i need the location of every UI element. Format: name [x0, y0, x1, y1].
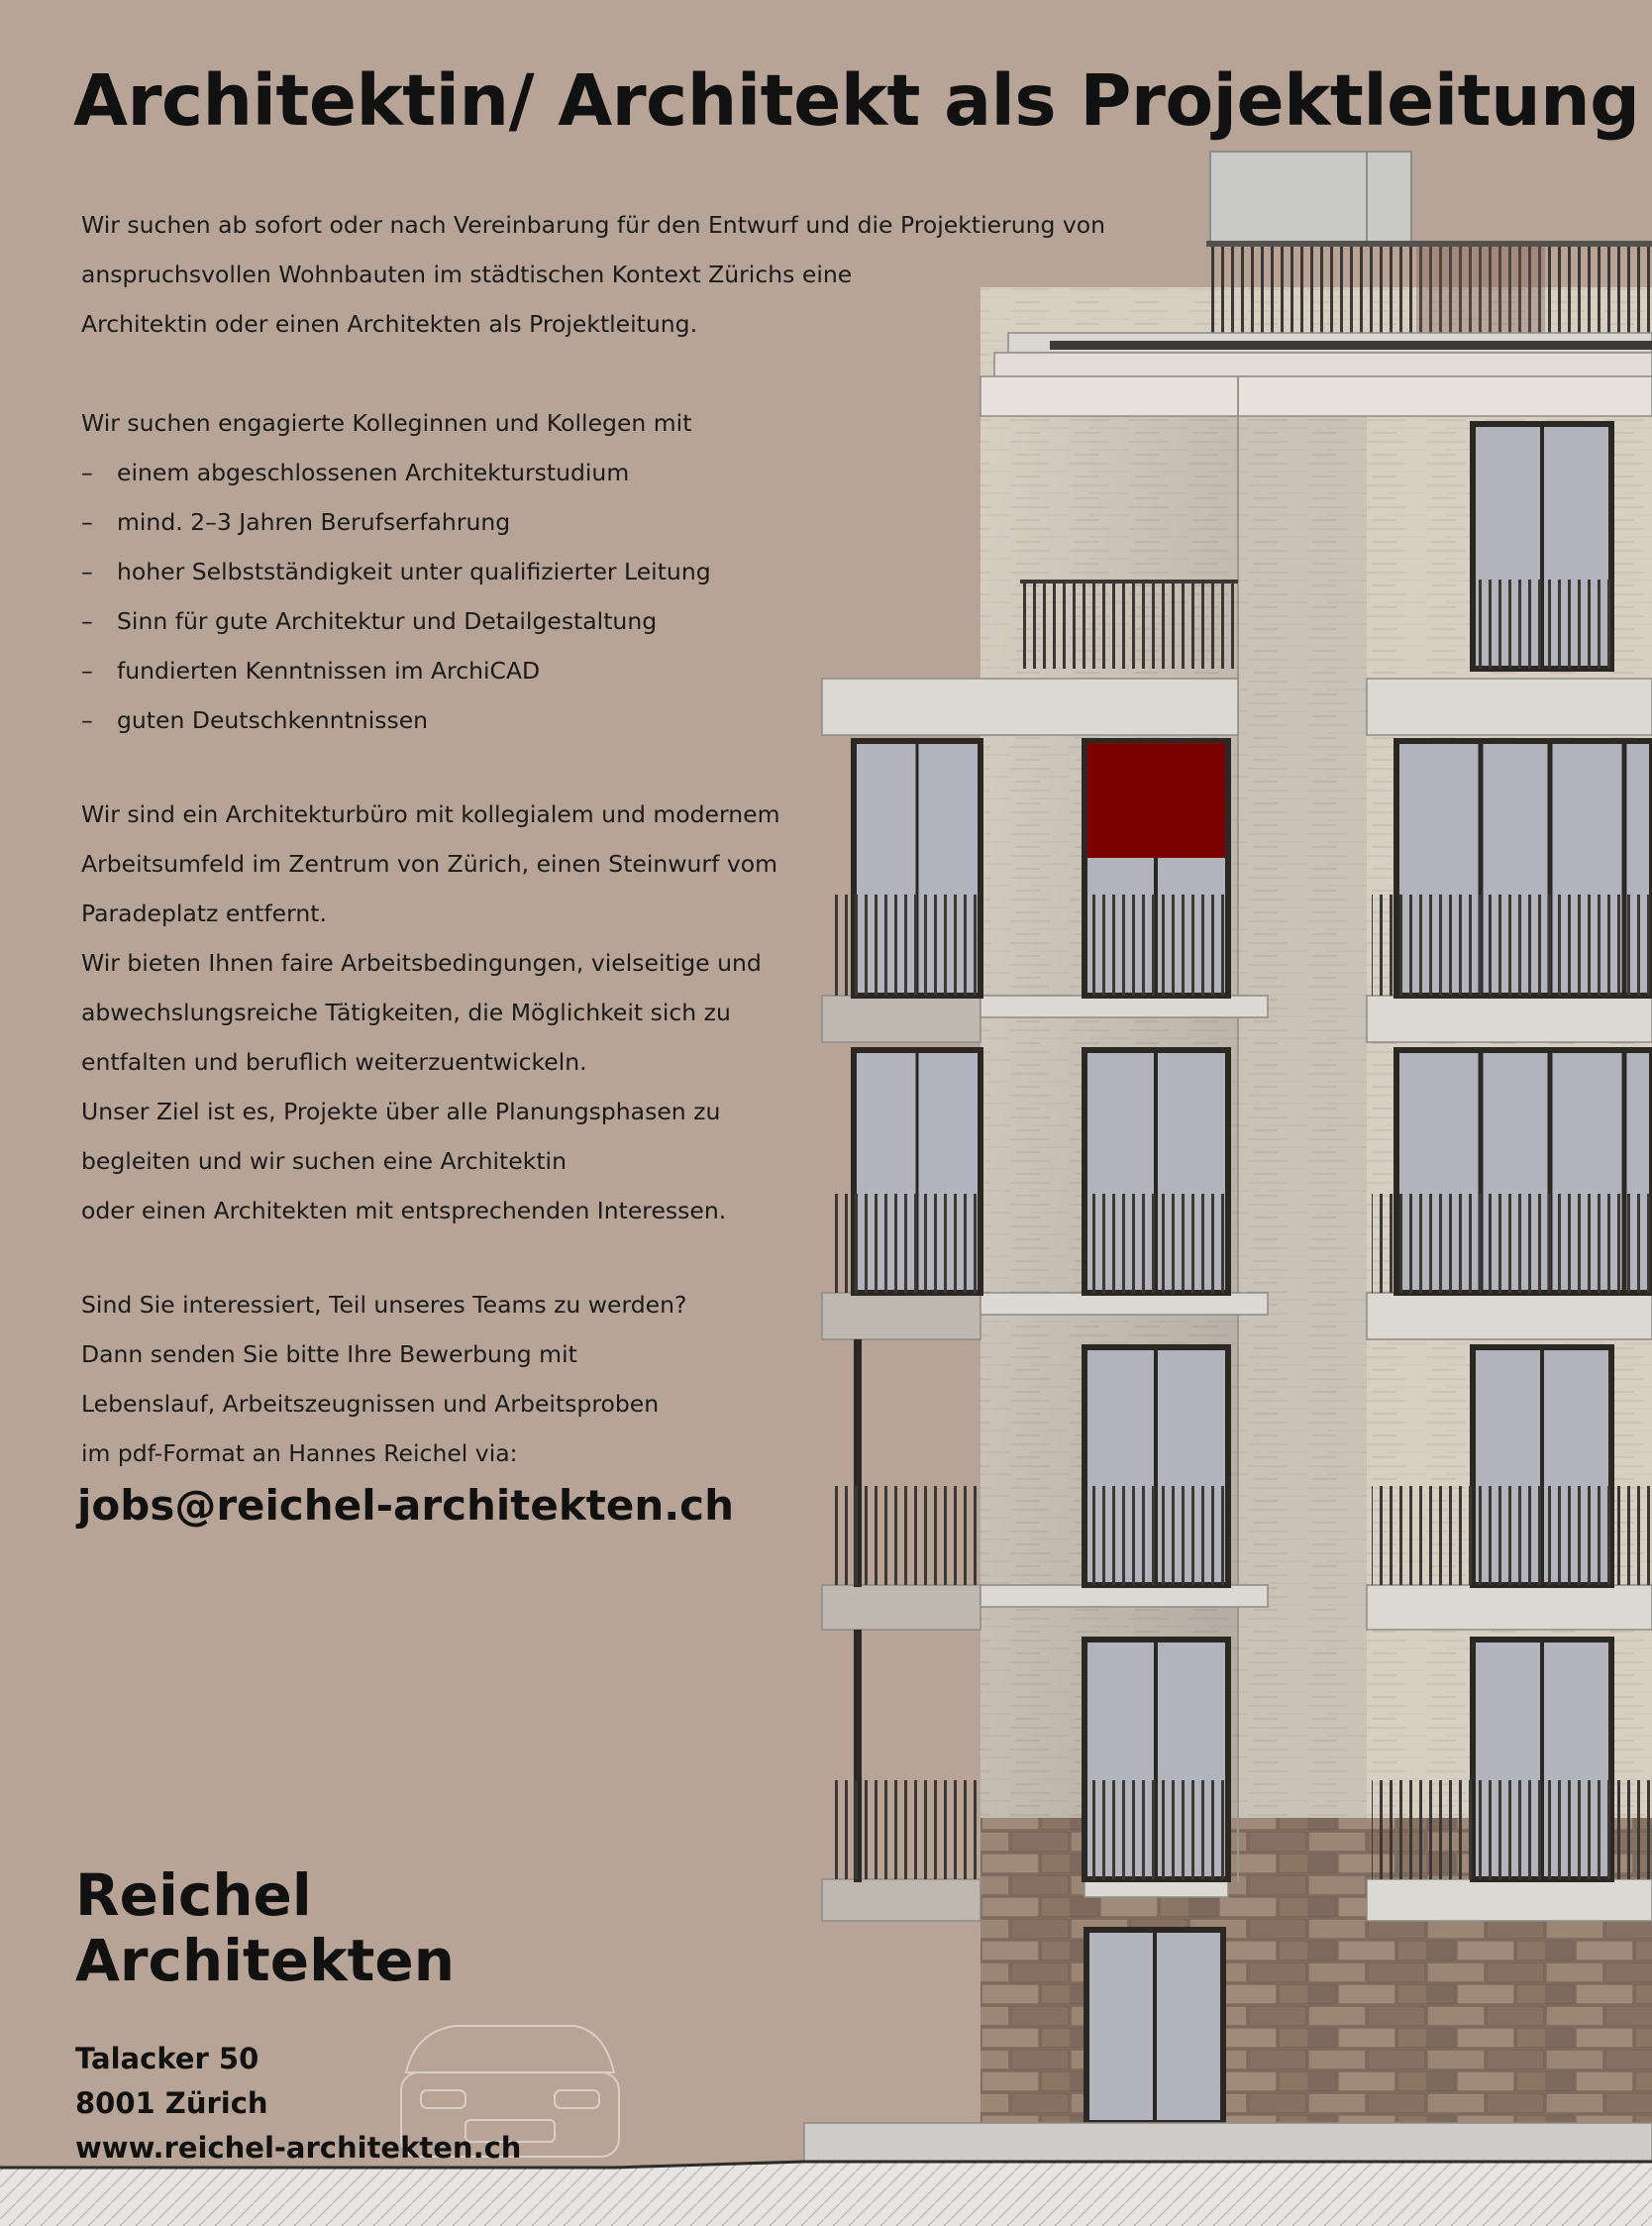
about-line: oder einen Architekten mit entsprechenden Interessen.: [81, 1197, 727, 1224]
about-line: Arbeitsumfeld im Zentrum von Zürich, einen Steinwurf vom: [81, 850, 778, 878]
job-title: Architektin/ Architekt als Projektleitung: [73, 59, 1640, 142]
about-line: Unser Ziel ist es, Projekte über alle Planungsphasen zu: [81, 1098, 721, 1125]
application-line: im pdf-Format an Hannes Reichel via:: [81, 1439, 518, 1467]
company-name: [75, 1862, 455, 1993]
street-address: Talacker 50: [75, 2042, 259, 2075]
about-line: entfalten und beruflich weiterzuentwickeln.: [81, 1048, 587, 1076]
about-line: Paradeplatz entfernt.: [81, 900, 327, 927]
company-name-line: Architekten: [75, 1927, 456, 1994]
requirements-lead: Wir suchen engagierte Kolleginnen und Kollegen mit: [81, 409, 692, 437]
intro-line: Architektin oder einen Architekten als Projektleitung.: [81, 310, 698, 338]
requirement-item: – mind. 2–3 Jahren Berufserfahrung: [81, 508, 511, 536]
application-line: Lebenslauf, Arbeitszeugnissen und Arbeitsproben: [81, 1390, 660, 1418]
city-address: 8001 Zürich: [75, 2086, 268, 2120]
requirement-item: – hoher Selbstständigkeit unter qualifizierter Leitung: [81, 558, 711, 585]
requirement-item: – Sinn für gute Architektur und Detailgestaltung: [81, 607, 658, 635]
application-line: Sind Sie interessiert, Teil unseres Teams zu werden?: [81, 1291, 687, 1319]
company-address: [75, 2037, 521, 2171]
intro-line: anspruchsvollen Wohnbauten im städtischen Kontext Zürichs eine: [81, 261, 853, 288]
about-line: Wir sind ein Architekturbüro mit kollegialem und modernem: [81, 800, 780, 828]
about-line: abwechslungsreiche Tätigkeiten, die Möglichkeit sich zu: [81, 999, 731, 1026]
requirement-item: – fundierten Kenntnissen im ArchiCAD: [81, 657, 541, 685]
requirement-item: – einem abgeschlossenen Architekturstudium: [81, 459, 630, 486]
about-line: begleiten und wir suchen eine Architektin: [81, 1147, 567, 1175]
website-link[interactable]: www.reichel-architekten.ch: [75, 2131, 522, 2165]
company-name-line: Reichel: [75, 1861, 312, 1929]
intro-line: Wir suchen ab sofort oder nach Vereinbarung für den Entwurf und die Projektierung von: [81, 211, 1106, 239]
application-email-link[interactable]: jobs@reichel-architekten.ch: [77, 1481, 734, 1530]
job-description: [81, 200, 1171, 1478]
requirements-list: [81, 448, 1171, 745]
about-line: Wir bieten Ihnen faire Arbeitsbedingungen, vielseitige und: [81, 949, 762, 977]
requirement-item: – guten Deutschkenntnissen: [81, 706, 429, 734]
application-line: Dann senden Sie bitte Ihre Bewerbung mit: [81, 1340, 577, 1368]
